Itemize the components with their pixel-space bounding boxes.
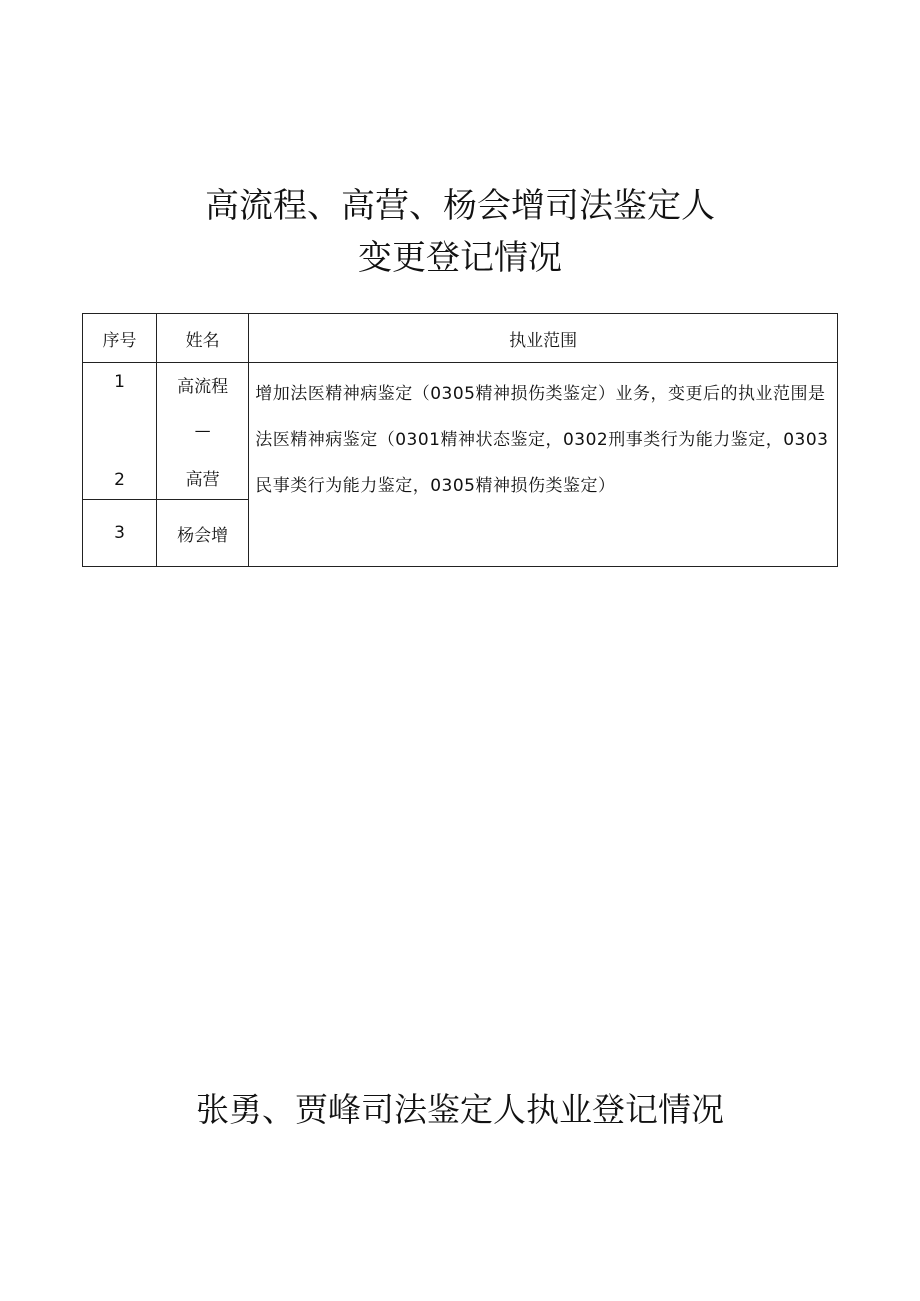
table-header-row xyxy=(83,314,838,363)
table-row xyxy=(83,363,838,500)
seq-1: 1 xyxy=(114,372,125,392)
scope-cell: 增加法医精神病鉴定（0305精神损伤类鉴定）业务，变更后的执业范围是法医精神病鉴定（0301精神状态鉴定，0302刑事类行为能力鉴定，0303民事类行为能力鉴定，0305精神损伤类鉴定） xyxy=(249,363,838,567)
header-name: 姓名 xyxy=(157,314,249,363)
seq-cell-merged xyxy=(83,363,157,500)
name-2: 高营 xyxy=(185,470,220,490)
name-separator: — xyxy=(194,421,211,440)
name-1: 高流程 xyxy=(177,377,229,397)
bottom-heading: 张勇、贾峰司法鉴定人执业登记情况 xyxy=(196,1090,724,1129)
seq-2: 2 xyxy=(114,470,125,490)
title-line-1: 高流程、高营、杨会增司法鉴定人 xyxy=(205,186,715,226)
title-line-2: 变更登记情况 xyxy=(358,238,562,278)
name-3: 杨会增 xyxy=(157,500,249,567)
document-title xyxy=(0,180,920,284)
registration-change-table xyxy=(82,313,838,567)
seq-3: 3 xyxy=(83,500,157,567)
header-seq: 序号 xyxy=(83,314,157,363)
header-scope: 执业范围 xyxy=(249,314,838,363)
name-cell-merged xyxy=(157,363,249,500)
